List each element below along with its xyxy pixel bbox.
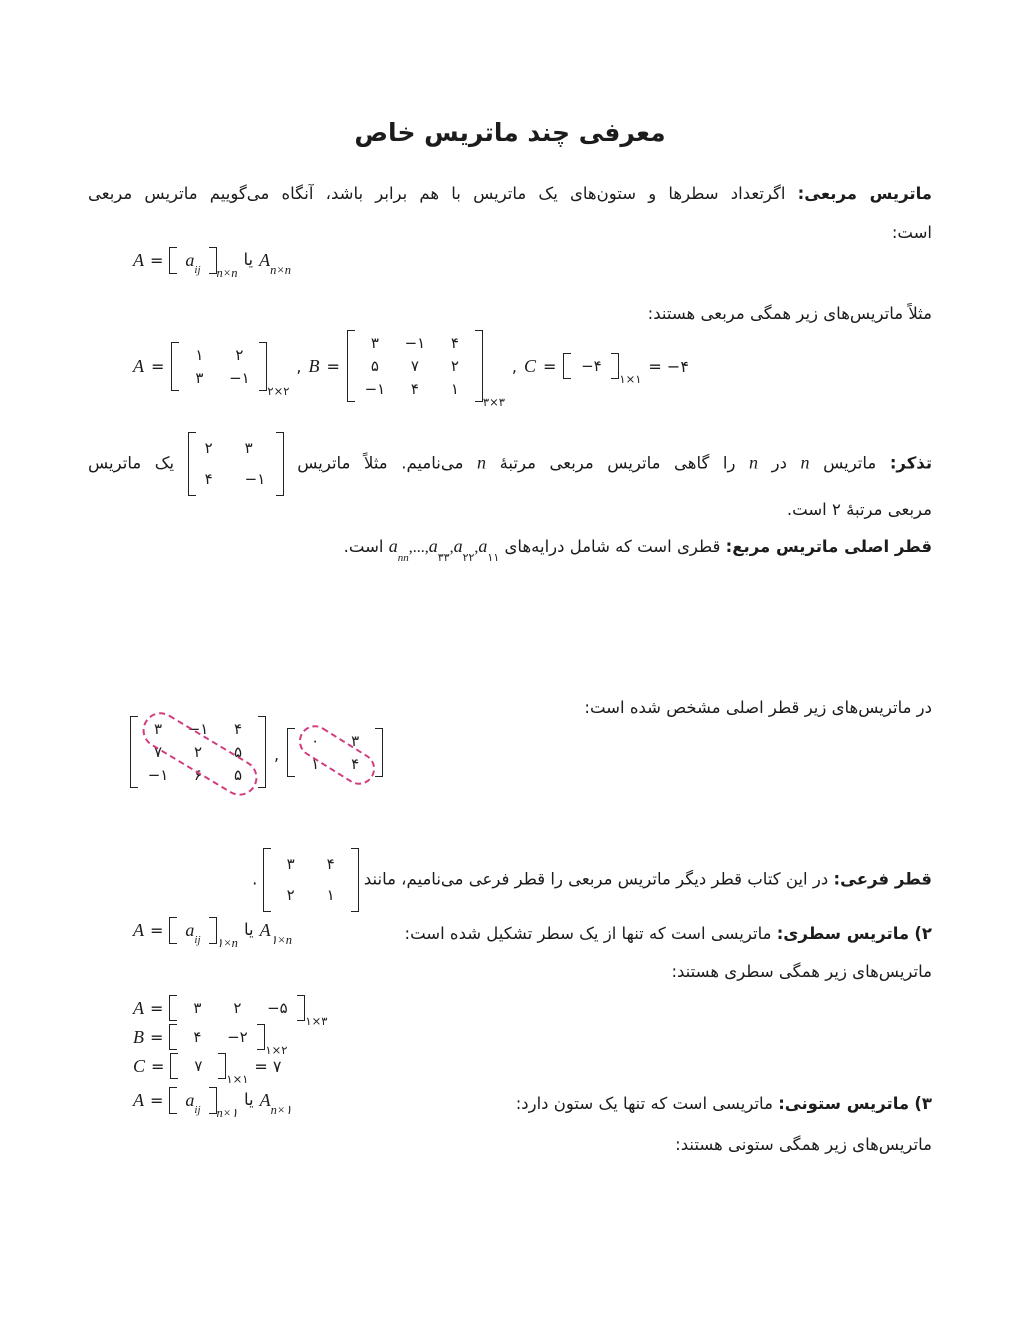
matrix-cell: ۴ xyxy=(233,720,243,738)
equals-sign: = xyxy=(150,250,164,270)
sub-A2: ۱×n xyxy=(270,932,292,947)
var-n: n xyxy=(800,452,810,473)
var-a: a xyxy=(185,919,195,940)
bracket-left xyxy=(171,342,179,391)
var-A: A xyxy=(133,249,144,270)
highlighted-matrix-2x2 xyxy=(287,728,383,781)
col-matrix-heading: ماتریس ستونی: xyxy=(778,1094,910,1113)
row-matrix-formula xyxy=(133,916,292,950)
matrix-cell: ۳ xyxy=(153,720,163,738)
matrix-cell: ۷ xyxy=(153,743,163,761)
square-examples-row xyxy=(133,330,689,409)
matrix-cell: ۳ xyxy=(193,999,202,1017)
bracket-left xyxy=(287,728,295,777)
matrix-B-3x3 xyxy=(347,330,505,409)
var-A2: A xyxy=(259,919,271,940)
var-a: a xyxy=(453,536,463,556)
matrix-cell: ۲ xyxy=(233,999,242,1017)
comma: , xyxy=(511,356,517,376)
sub-A2: n×n xyxy=(270,262,292,277)
matrix-cell: −۵ xyxy=(267,999,288,1017)
row-matrix-heading-line xyxy=(405,920,932,948)
var-a: a xyxy=(185,249,195,270)
var-a: a xyxy=(478,536,488,556)
equals-sign: = xyxy=(150,920,164,940)
equals-sign: = xyxy=(150,998,164,1018)
sub-33: ۳۳ xyxy=(437,552,450,565)
sub-1x1: ۱×۱ xyxy=(619,372,642,386)
matrix-cell: −۱ xyxy=(364,380,386,398)
matrix-cell: ۴ xyxy=(450,334,459,352)
col-matrix-heading-line xyxy=(516,1090,932,1118)
bracket-right xyxy=(258,716,266,788)
main-diagonal-heading: قطر اصلی ماتریس مربع: xyxy=(725,537,932,556)
matrix-cell: ۱ xyxy=(450,380,459,398)
var-a: a xyxy=(388,536,398,556)
matrix-cell: ۵ xyxy=(370,357,379,375)
matrix-cell: ۱ xyxy=(195,345,204,364)
square-formula xyxy=(133,246,292,280)
matrix-cell: ۷ xyxy=(194,1057,203,1075)
square-examples-intro: مثلاً ماتریس‌های زیر همگی مربعی هستند: xyxy=(647,304,932,323)
row-matrix-body: ماتریسی است که تنها از یک سطر تشکیل شده است: xyxy=(404,924,772,943)
sub-nxn: n×n xyxy=(216,265,238,280)
comma: , xyxy=(296,356,302,376)
bracket-left xyxy=(169,247,177,274)
matrix-cell: ۲ xyxy=(450,357,459,375)
comma: , xyxy=(449,539,454,556)
col-examples-intro: ماتریس‌های زیر همگی ستونی هستند: xyxy=(675,1135,932,1154)
sub-nx1: n×۱ xyxy=(216,1105,238,1120)
var-a: a xyxy=(185,1089,195,1110)
secondary-heading: قطر فرعی: xyxy=(833,869,932,889)
bracket-left xyxy=(347,330,355,402)
sub-nn: nn xyxy=(397,552,409,565)
var-B: B xyxy=(308,355,320,376)
bracket-left xyxy=(130,716,138,788)
col-matrix-formula xyxy=(133,1086,292,1120)
item-number: ۳) xyxy=(914,1094,932,1113)
diagonal-seg2: است. xyxy=(343,537,384,556)
matrix-cell: −۱ xyxy=(187,720,209,738)
matrix-cell: ۰ xyxy=(311,731,320,750)
bracket-right xyxy=(209,1087,217,1114)
sub-A2: n×۱ xyxy=(270,1102,292,1117)
bracket-left xyxy=(169,1087,177,1114)
matrix-cell: ۱ xyxy=(326,885,335,904)
highlight-matrices xyxy=(130,716,383,792)
matrix-cell: ۳ xyxy=(351,731,360,750)
var-A2: A xyxy=(259,1089,271,1110)
note-seg3: را گاهی ماتریس مربعی مرتبهٔ xyxy=(499,453,736,473)
note-matrix-2x2 xyxy=(188,432,284,496)
matrix-cell: ۴ xyxy=(410,380,419,398)
square-heading: ماتریس مربعی: xyxy=(797,184,932,203)
equals-sign: = xyxy=(543,356,557,376)
bracket-right xyxy=(257,1024,265,1050)
sub-1x1: ۱×۱ xyxy=(226,1072,249,1086)
bracket-right xyxy=(218,1053,226,1079)
or-word: یا xyxy=(243,250,254,269)
matrix-cell: −۲ xyxy=(227,1028,248,1046)
var-A2: A xyxy=(259,249,271,270)
matrix-cell: ۷ xyxy=(410,357,419,375)
matrix-cell: ۲ xyxy=(286,885,295,904)
matrix-cell: ۳ xyxy=(286,855,295,873)
sub-22: ۲۲ xyxy=(462,552,475,565)
highlight-intro: در ماتریس‌های زیر قطر اصلی مشخص شده است: xyxy=(584,698,932,717)
matrix-cell: ۵ xyxy=(233,743,243,761)
diagonal-seg1: قطری است که شامل درایه‌های xyxy=(504,537,721,556)
equals-sign: = xyxy=(151,1056,165,1076)
bracket-left xyxy=(169,995,177,1021)
var-n: n xyxy=(477,452,487,473)
bracket-right xyxy=(475,330,483,402)
bracket-right xyxy=(351,848,359,912)
bracket-left xyxy=(170,1053,178,1079)
matrix-cell: ۳ xyxy=(370,334,379,352)
var-n: n xyxy=(749,452,759,473)
aij-bracket xyxy=(169,917,238,950)
bracket-right xyxy=(259,342,267,391)
sentence-period: . xyxy=(252,869,258,889)
sub-2x2: ۲×۲ xyxy=(267,383,290,398)
matrix-cell: ۴ xyxy=(351,754,360,773)
row-example-B xyxy=(133,1024,327,1057)
row-matrix-heading: ماتریس سطری: xyxy=(776,924,910,943)
matrix-cell: −۴ xyxy=(581,357,602,375)
var-B: B xyxy=(133,1026,144,1047)
matrix-cell: −۱ xyxy=(229,368,250,387)
square-def-line2: است: xyxy=(891,223,932,242)
var-A: A xyxy=(133,919,144,940)
bracket-right xyxy=(209,917,217,944)
note-seg5: یک ماتریس xyxy=(88,453,175,473)
sub-1xn: ۱×n xyxy=(216,935,238,950)
matrix-cell: ۴ xyxy=(193,1028,202,1046)
bracket-left xyxy=(169,1024,177,1050)
sub-ij: ij xyxy=(194,1103,201,1116)
secondary-diagonal-line xyxy=(88,848,932,912)
sub-1x2: ۱×۲ xyxy=(265,1043,288,1057)
bracket-right xyxy=(276,432,284,496)
page-title: معرفی چند ماتریس خاص xyxy=(354,118,666,147)
bracket-right xyxy=(209,247,217,274)
highlighted-matrix-3x3 xyxy=(130,716,266,792)
bracket-left xyxy=(563,353,571,379)
bracket-left xyxy=(263,848,271,912)
note-line2: مربعی مرتبهٔ ۲ است. xyxy=(786,500,932,519)
var-A: A xyxy=(133,1089,144,1110)
sub-1x3: ۱×۳ xyxy=(305,1014,328,1028)
sub-11: ۱۱ xyxy=(487,552,500,565)
matrix-cell: ۴ xyxy=(326,855,335,873)
or-word: یا xyxy=(243,1090,254,1109)
row-example-C xyxy=(133,1053,327,1086)
matrix-cell: ۵ xyxy=(233,766,243,784)
comma: , xyxy=(274,744,280,764)
row-examples xyxy=(133,995,328,1086)
matrix-A-2x2 xyxy=(171,342,290,398)
equals-sign: = xyxy=(150,1090,164,1110)
item-number: ۲) xyxy=(914,924,932,943)
bracket-left xyxy=(169,917,177,944)
equals-value: = ۷ xyxy=(254,1056,282,1076)
equals-sign: = xyxy=(326,356,340,376)
sub-ij: ij xyxy=(194,933,201,946)
main-diagonal-line xyxy=(344,531,932,563)
or-word: یا xyxy=(243,920,254,939)
note-line1 xyxy=(88,432,932,496)
diagonal-entries xyxy=(388,536,500,565)
equals-sign: = xyxy=(151,356,165,376)
matrix-cell: ۶ xyxy=(193,766,203,784)
matrix-cell: ۴ xyxy=(204,469,213,488)
secondary-body: در این کتاب قطر دیگر ماتریس مربعی را قطر فرعی می‌نامیم، مانند xyxy=(363,869,829,889)
sub-3x3: ۳×۳ xyxy=(482,395,505,409)
note-heading: تذکر: xyxy=(889,453,933,473)
note-seg1: ماتریس xyxy=(823,453,877,473)
var-A: A xyxy=(133,355,144,376)
matrix-cell: ۱ xyxy=(311,754,320,773)
var-A: A xyxy=(133,997,144,1018)
matrix-cell: −۱ xyxy=(147,766,169,784)
matrix-cell: ۳ xyxy=(244,439,253,457)
matrix-cell: ۲ xyxy=(235,345,244,364)
dots-separator: ,..., xyxy=(408,539,429,556)
equals-value: = −۴ xyxy=(648,356,689,376)
bracket-left xyxy=(188,432,196,496)
square-body: اگرتعداد سطرها و ستون‌های یک ماتریس با هم برابر باشد، آنگاه می‌گوییم ماتریس مربعی xyxy=(88,184,786,203)
col-matrix-body: ماتریسی است که تنها یک ستون دارد: xyxy=(515,1094,773,1113)
square-def-line1 xyxy=(88,180,932,208)
bracket-right xyxy=(611,353,619,379)
matrix-cell: ۲ xyxy=(193,743,203,761)
matrix-cell: ۳ xyxy=(195,368,204,387)
row-examples-intro: ماتریس‌های زیر همگی سطری هستند: xyxy=(671,962,932,981)
sub-ij: ij xyxy=(194,263,201,276)
matrix-cell: −۱ xyxy=(244,469,266,488)
comma: , xyxy=(474,539,479,556)
var-a: a xyxy=(428,536,438,556)
bracket-right xyxy=(297,995,305,1021)
matrix-cell: ۲ xyxy=(204,439,213,457)
var-C: C xyxy=(524,355,537,376)
note-seg4: می‌نامیم. مثلاً ماتریس xyxy=(297,453,464,473)
matrix-cell: −۱ xyxy=(404,334,426,352)
bracket-right xyxy=(375,728,383,777)
var-C: C xyxy=(133,1055,146,1076)
aij-bracket xyxy=(169,1087,238,1120)
equals-sign: = xyxy=(150,1027,164,1047)
aij-bracket xyxy=(169,247,238,280)
note-seg2: در xyxy=(771,453,787,473)
secondary-matrix-2x2 xyxy=(263,848,359,912)
